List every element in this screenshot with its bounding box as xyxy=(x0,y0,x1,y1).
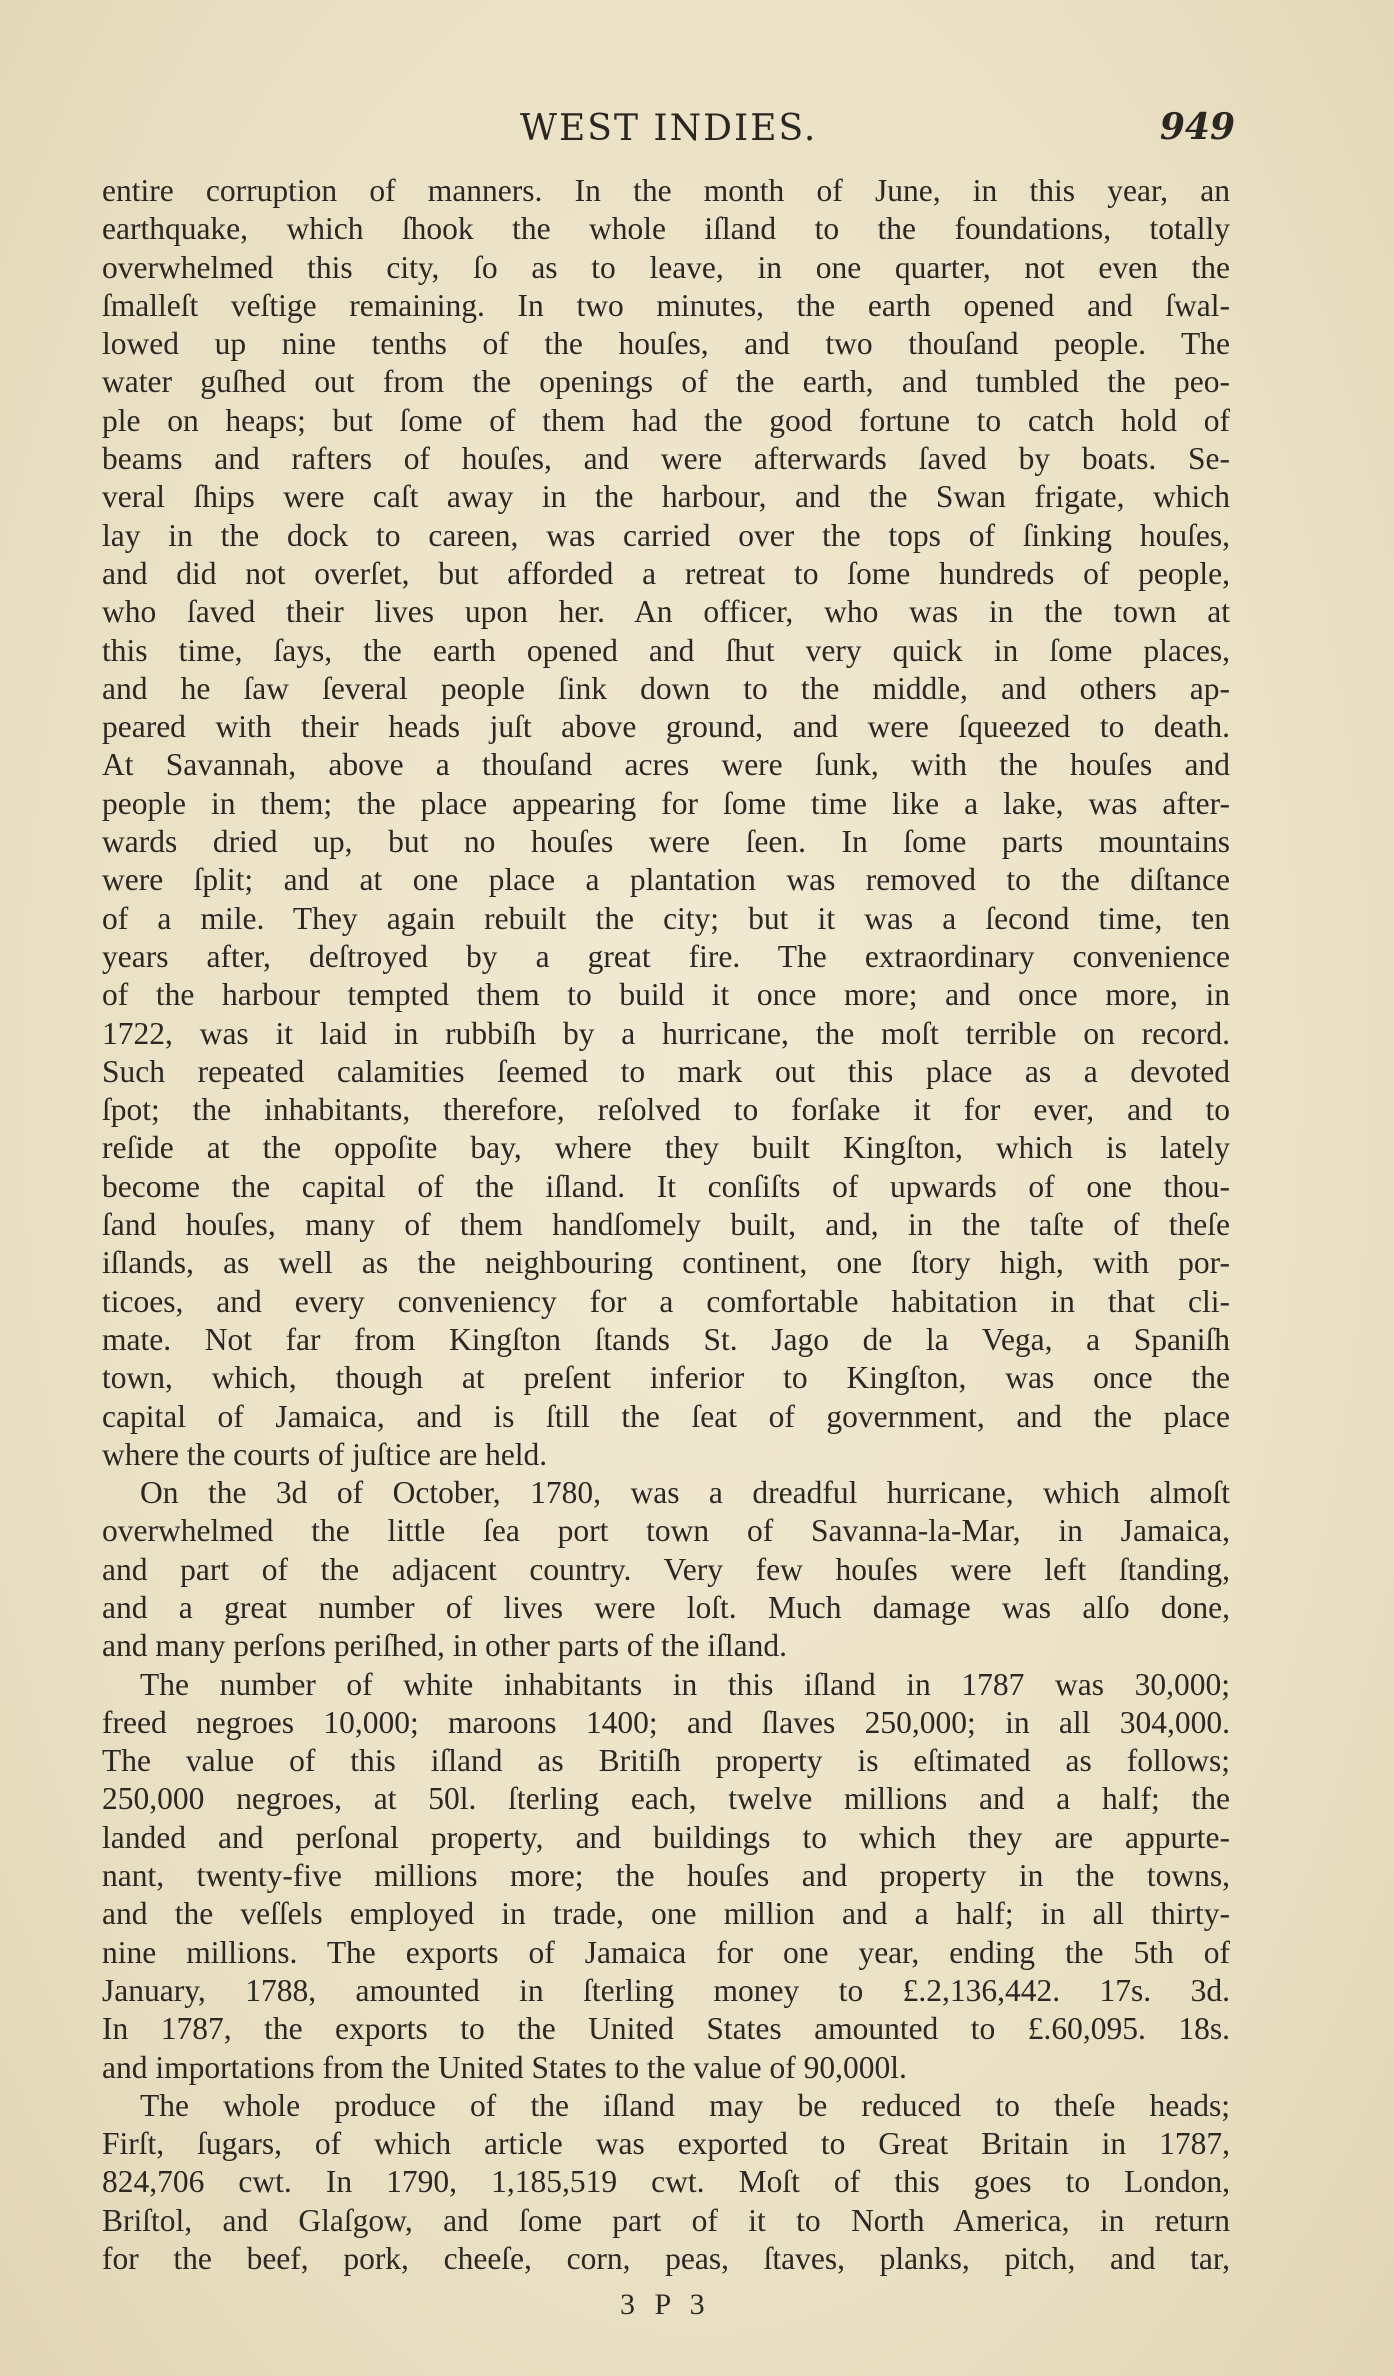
text-line: and did not overſet, but afforded a retreat to ſome hundreds of people, xyxy=(102,555,1230,591)
text-line: nant, twenty-five millions more; the houſes and property in the towns, xyxy=(102,1858,1230,1894)
text-line: iſlands, as well as the neighbouring continent, one ſtory high, with por- xyxy=(102,1245,1230,1281)
text-line: mate. Not far from Kingſton ſtands St. Jago de la Vega, a Spaniſh xyxy=(102,1321,1230,1357)
text-line: earthquake, which ſhook the whole iſland to the foundations, totally xyxy=(102,211,1230,247)
paragraph xyxy=(102,2087,1230,2278)
text-line: On the 3d of October, 1780, was a dreadful hurricane, which almoſt xyxy=(140,1475,1230,1511)
text-line: were ſplit; and at one place a plantation was removed to the diſtance xyxy=(102,862,1230,898)
page-header xyxy=(100,100,1235,160)
text-line: The value of this iſland as Britiſh property is eſtimated as follows; xyxy=(102,1743,1230,1779)
text-line: capital of Jamaica, and is ſtill the ſeat of government, and the place xyxy=(102,1398,1230,1434)
text-line: ple on heaps; but ſome of them had the good fortune to catch hold of xyxy=(102,402,1230,438)
text-line: where the courts of juſtice are held. xyxy=(102,1436,548,1472)
running-title: WEST INDIES. xyxy=(520,108,818,149)
text-line: peared with their heads juſt above ground, and were ſqueezed to death. xyxy=(102,709,1230,745)
text-line: landed and perſonal property, and buildings to which they are appurte- xyxy=(102,1819,1230,1855)
text-line: and the veſſels employed in trade, one million and a half; in all thirty- xyxy=(102,1896,1230,1932)
text-line: 1722, was it laid in rubbiſh by a hurricane, the moſt terrible on record. xyxy=(102,1015,1230,1051)
paragraph xyxy=(102,172,1230,1474)
paragraph xyxy=(102,1666,1230,2087)
text-line: town, which, though at preſent inferior to Kingſton, was once the xyxy=(102,1360,1230,1396)
text-line: and a great number of lives were loſt. Much damage was alſo done, xyxy=(102,1589,1230,1625)
text-line: At Savannah, above a thouſand acres were ſunk, with the houſes and xyxy=(102,747,1230,783)
text-line: Such repeated calamities ſeemed to mark out this place as a devoted xyxy=(102,1053,1230,1089)
text-line: wards dried up, but no houſes were ſeen. In ſome parts mountains xyxy=(102,824,1230,860)
text-line: The whole produce of the iſland may be reduced to theſe heads; xyxy=(140,2087,1230,2123)
text-line: beams and rafters of houſes, and were afterwards ſaved by boats. Se- xyxy=(102,441,1230,477)
text-line: years after, deſtroyed by a great fire. The extraordinary convenience xyxy=(102,938,1230,974)
text-line: nine millions. The exports of Jamaica for one year, ending the 5th of xyxy=(102,1934,1230,1970)
page-number: 949 xyxy=(1159,106,1235,148)
paragraph xyxy=(102,1474,1230,1665)
text-line: and part of the adjacent country. Very few houſes were left ſtanding, xyxy=(102,1551,1230,1587)
text-line: of a mile. They again rebuilt the city; but it was a ſecond time, ten xyxy=(102,900,1230,936)
text-line: veral ſhips were caſt away in the harbour, and the Swan frigate, which xyxy=(102,479,1230,515)
text-line: and importations from the United States to the value of 90,000l. xyxy=(102,2049,907,2085)
text-line: who ſaved their lives upon her. An officer, who was in the town at xyxy=(102,594,1230,630)
text-line: Briſtol, and Glaſgow, and ſome part of it to North America, in return xyxy=(102,2202,1230,2238)
text-line: reſide at the oppoſite bay, where they built Kingſton, which is lately xyxy=(102,1130,1230,1166)
text-line: overwhelmed the little ſea port town of Savanna-la-Mar, in Jamaica, xyxy=(102,1513,1230,1549)
text-line: and he ſaw ſeveral people ſink down to the middle, and others ap- xyxy=(102,670,1230,706)
text-line: lay in the dock to careen, was carried over the tops of ſinking houſes, xyxy=(102,517,1230,553)
text-line: of the harbour tempted them to build it once more; and once more, in xyxy=(102,977,1230,1013)
text-line: ticoes, and every conveniency for a comfortable habitation in that cli- xyxy=(102,1283,1230,1319)
text-line: ſpot; the inhabitants, therefore, reſolved to forſake it for ever, and to xyxy=(102,1092,1230,1128)
text-line: 824,706 cwt. In 1790, 1,185,519 cwt. Moſt of this goes to London, xyxy=(102,2164,1230,2200)
text-line: freed negroes 10,000; maroons 1400; and ſlaves 250,000; in all 304,000. xyxy=(102,1704,1230,1740)
text-line: Firſt, ſugars, of which article was exported to Great Britain in 1787, xyxy=(102,2126,1230,2162)
text-line: 250,000 negroes, at 50l. ſterling each, twelve millions and a half; the xyxy=(102,1781,1230,1817)
text-line: ſand houſes, many of them handſomely built, and, in the taſte of theſe xyxy=(102,1207,1230,1243)
text-line: for the beef, pork, cheeſe, corn, peas, ſtaves, planks, pitch, and tar, xyxy=(102,2241,1230,2277)
text-line: ſmalleſt veſtige remaining. In two minutes, the earth opened and ſwal- xyxy=(102,287,1230,323)
text-line: In 1787, the exports to the United States amounted to £.60,095. 18s. xyxy=(102,2011,1230,2047)
text-line: this time, ſays, the earth opened and ſhut very quick in ſome places, xyxy=(102,632,1230,668)
text-line: entire corruption of manners. In the month of June, in this year, an xyxy=(102,173,1230,208)
text-line: January, 1788, amounted in ſterling money to £.2,136,442. 17s. 3d. xyxy=(102,1972,1230,2008)
text-line: overwhelmed this city, ſo as to leave, in one quarter, not even the xyxy=(102,249,1230,285)
text-line: The number of white inhabitants in this iſland in 1787 was 30,000; xyxy=(140,1666,1230,1702)
signature-mark: 3 P 3 xyxy=(620,2288,711,2321)
body-text xyxy=(102,172,1230,2278)
text-line: become the capital of the iſland. It conſiſts of upwards of one thou- xyxy=(102,1168,1230,1204)
text-line: lowed up nine tenths of the houſes, and two thouſand people. The xyxy=(102,326,1230,362)
text-line: people in them; the place appearing for ſome time like a lake, was after- xyxy=(102,785,1230,821)
text-line: water guſhed out from the openings of the earth, and tumbled the peo- xyxy=(102,364,1230,400)
text-line: and many perſons periſhed, in other parts of the iſland. xyxy=(102,1628,787,1664)
